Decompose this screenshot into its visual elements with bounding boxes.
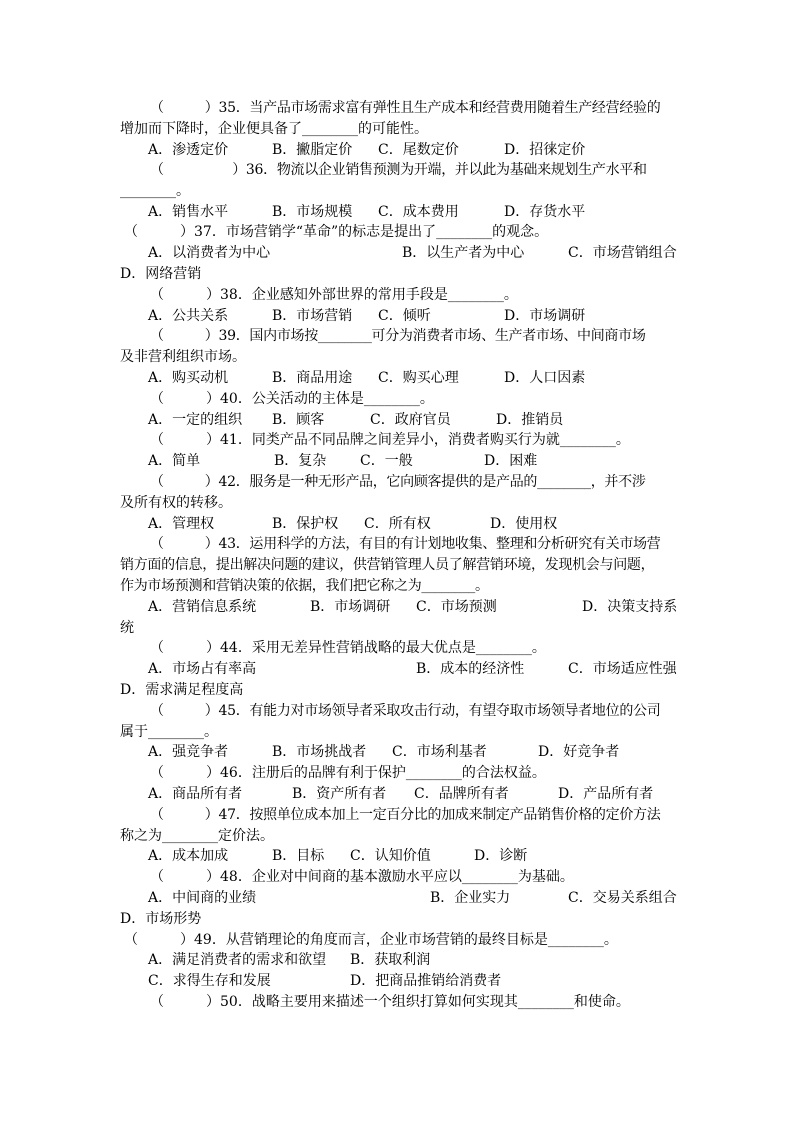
question-35-stem-line-2: 增加而下降时，企业便具备了________的可能性。 [120,121,428,137]
question-45-option-b: B．市场挑战者 [272,744,367,760]
question-35-stem-line-1: （ ）35．当产品市场需求富有弹性且生产成本和经营费用随着生产经营经验的 [150,100,661,116]
question-43-option-d-wrap: 统 [120,620,134,636]
question-49-stem-line-1: （ ）49．从营销理论的角度而言，企业市场营销的最终目标是________。 [124,932,618,948]
question-39-option-b: B．商品用途 [272,370,353,386]
question-37-option-a: A．以消费者为中心 [148,245,271,261]
question-37-option-d: D．网络营销 [120,266,202,282]
question-35-option-a: A．渗透定价 [148,142,229,158]
question-47-option-c: C．认知价值 [350,848,431,864]
question-41-option-d: D．困难 [484,453,538,469]
question-39-option-a: A．购买动机 [148,370,229,386]
question-40-option-c: C．政府官员 [370,412,451,428]
question-49-option-a: A．满足消费者的需求和欲望 [148,952,327,968]
question-46-option-d: D．产品所有者 [558,786,654,802]
question-37-option-b: B．以生产者为中心 [402,245,525,261]
question-41-stem-line-1: （ ）41．同类产品不同品牌之间差异小，消费者购买行为就________。 [150,432,630,448]
question-44-stem-line-1: （ ）44．采用无差异性营销战略的最大优点是________。 [150,640,546,656]
question-44-option-d: D．需求满足程度高 [120,682,244,698]
question-40-option-d: D．推销员 [496,412,564,428]
question-50-stem-line-1: （ ）50．战略主要用来描述一个组织打算如何实现其________和使命。 [150,994,630,1010]
question-36-stem-line-2: ________。 [120,183,190,199]
question-48-option-c: C．交易关系组合 [568,890,677,906]
question-49-option-b: B．获取利润 [350,952,431,968]
question-43-option-a: A．营销信息系统 [148,599,257,615]
question-43-option-c: C．市场预测 [416,599,497,615]
question-45-option-c: C．市场利基者 [392,744,487,760]
question-45-option-a: A．强竞争者 [148,744,229,760]
question-36-option-d: D．存货水平 [504,204,586,220]
question-45-stem-line-2: 属于________。 [120,724,218,740]
question-44-option-a: A．市场占有率高 [148,661,257,677]
question-39-stem-line-2: 及非营利组织市场。 [120,349,246,365]
question-43-option-b: B．市场调研 [310,599,391,615]
question-46-option-c: C．品牌所有者 [414,786,509,802]
question-42-stem-line-2: 及所有权的转移。 [120,495,232,511]
question-49-option-d: D．把商品推销给消费者 [350,973,502,989]
question-47-stem-line-2: 称之为________定价法。 [120,828,274,844]
question-48-option-b: B．企业实力 [430,890,511,906]
question-36-option-b: B．市场规模 [272,204,353,220]
question-46-stem-line-1: （ ）46．注册后的品牌有利于保护________的合法权益。 [150,765,546,781]
question-35-option-d: D．招徕定价 [504,142,586,158]
question-36-stem-line-1: （ ）36．物流以企业销售预测为开端，并以此为基础来规划生产水平和 [150,162,647,178]
question-44-option-c: C．市场适应性强 [568,661,677,677]
question-37-option-c: C．市场营销组合 [568,245,677,261]
question-35-option-b: B．撇脂定价 [272,142,353,158]
question-47-option-d: D．诊断 [474,848,528,864]
question-47-option-a: A．成本加成 [148,848,229,864]
question-38-option-b: B．市场营销 [272,308,353,324]
question-37-stem-line-1: （ ）37．市场营销学“革命”的标志是提出了________的观念。 [124,224,549,240]
question-39-option-c: C．购买心理 [378,370,459,386]
question-42-option-d: D．使用权 [490,516,558,532]
question-41-option-b: B．复杂 [274,453,327,469]
question-42-option-b: B．保护权 [272,516,339,532]
question-36-option-a: A．销售水平 [148,204,229,220]
question-40-stem-line-1: （ ）40．公关活动的主体是________。 [150,391,434,407]
question-42-stem-line-1: （ ）42．服务是一种无形产品，它向顾客提供的是产品的________，并不涉 [150,474,646,490]
question-38-option-c: C．倾听 [378,308,431,324]
question-49-option-c: C．求得生存和发展 [148,973,271,989]
question-42-option-c: C．所有权 [364,516,431,532]
question-47-option-b: B．目标 [272,848,325,864]
question-39-option-d: D．人口因素 [504,370,586,386]
question-36-option-c: C．成本费用 [378,204,459,220]
question-46-option-b: B．资产所有者 [292,786,387,802]
question-43-option-d: D．决策支持系 [582,599,678,615]
question-44-option-b: B．成本的经济性 [416,661,525,677]
question-48-option-a: A．中间商的业绩 [148,890,257,906]
question-41-option-c: C．一般 [360,453,413,469]
question-39-stem-line-1: （ ）39．国内市场按________可分为消费者市场、生产者市场、中间商市场 [150,328,646,344]
question-40-option-b: B．顾客 [272,412,325,428]
question-41-option-a: A．简单 [148,453,201,469]
question-46-option-a: A．商品所有者 [148,786,243,802]
question-45-option-d: D．好竞争者 [538,744,620,760]
question-43-stem-line-1: （ ）43．运用科学的方法，有目的有计划地收集、整理和分析研究有关市场营 [150,536,661,552]
question-42-option-a: A．管理权 [148,516,215,532]
question-38-option-d: D．市场调研 [504,308,586,324]
question-35-option-c: C．尾数定价 [378,142,459,158]
question-38-stem-line-1: （ ）38．企业感知外部世界的常用手段是________。 [150,287,518,303]
question-40-option-a: A．一定的组织 [148,412,243,428]
question-38-option-a: A．公共关系 [148,308,229,324]
question-47-stem-line-1: （ ）47．按照单位成本加上一定百分比的加成来制定产品销售价格的定价方法 [150,807,661,823]
question-48-option-d: D．市场形势 [120,911,202,927]
question-43-stem-line-3: 作为市场预测和营销决策的依据，我们把它称之为________。 [120,578,489,594]
question-43-stem-line-2: 销方面的信息，提出解决问题的建议，供营销管理人员了解营销环境，发现机会与问题， [120,557,655,573]
question-48-stem-line-1: （ ）48．企业对中间商的基本激励水平应以________为基础。 [150,869,574,885]
question-45-stem-line-1: （ ）45．有能力对市场领导者采取攻击行动，有望夺取市场领导者地位的公司 [150,703,661,719]
